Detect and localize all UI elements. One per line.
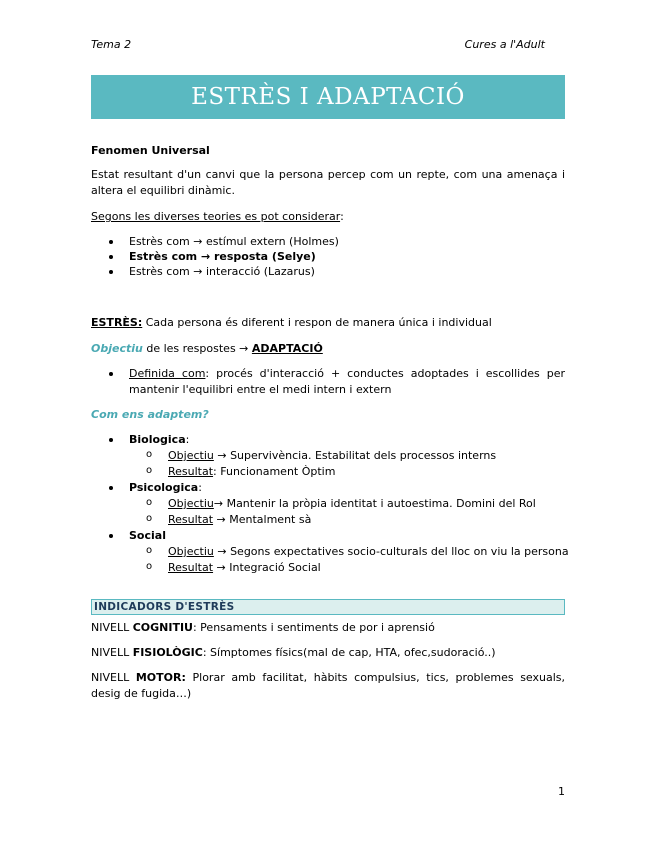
nivell-prefix: NIVELL: [91, 646, 133, 659]
sub-item: [168, 560, 321, 575]
title-banner: ESTRÈS I ADAPTACIÓ: [91, 75, 565, 119]
category-biologica: [129, 432, 565, 447]
sub-item-text: → Integració Social: [213, 561, 321, 574]
teories-intro-text: Segons les diverses teories es pot considerar: [91, 210, 341, 223]
teoria-item-selye: Estrès com → resposta (Selye): [129, 250, 316, 263]
header-right: Cures a l'Adult: [464, 38, 545, 51]
objectiu-target: ADAPTACIÓ: [251, 342, 323, 355]
sub-item: [168, 512, 311, 527]
estres-line: [91, 315, 565, 331]
indicadors-heading: INDICADORS D'ESTRÈS: [91, 599, 565, 615]
category-psicologica: [129, 480, 565, 495]
teories-intro-colon: :: [340, 210, 344, 223]
com-adaptem-heading: Com ens adaptem?: [91, 408, 209, 421]
definida-body: : procés d'interacció + conductes adoptades i escollides per mantenir l'equilibri entre el medi intern i extern: [129, 367, 565, 396]
teories-list: [91, 234, 565, 284]
nivell-prefix: NIVELL: [91, 671, 136, 684]
nivell-level: COGNITIU: [132, 621, 193, 634]
sub-item-label: Objectiu: [168, 449, 214, 462]
definition-paragraph: Estat resultant d'un canvi que la persona percep com un repte, com una amenaça i altera el equilibri dinàmic.: [91, 168, 565, 197]
document-page: [91, 0, 569, 848]
nivell-motor: [91, 670, 565, 702]
estres-text: Cada persona és diferent i respon de manera única i individual: [142, 316, 492, 329]
definida-label: Definida com: [129, 367, 206, 380]
objectiu-label: Objectiu: [91, 342, 143, 355]
estres-label: ESTRÈS:: [91, 316, 143, 329]
objectiu-text: de les respostes →: [142, 342, 252, 355]
fenomen-heading: Fenomen Universal: [91, 144, 210, 157]
nivell-text: Plorar amb facilitat, hàbits compulsius, tics, problemes sexuals, desig de fugida…): [91, 671, 566, 700]
category-colon: :: [185, 433, 190, 446]
categories-list: [91, 432, 569, 574]
teoria-item-lazarus: Estrès com → interacció (Lazarus): [129, 265, 315, 278]
teoria-item-holmes: Estrès com → estímul extern (Holmes): [129, 235, 339, 248]
sub-item-label: Objectiu: [168, 497, 214, 510]
sub-item-label: Resultat: [168, 465, 214, 478]
nivell-level: MOTOR:: [135, 671, 186, 684]
category-colon: :: [198, 481, 202, 494]
nivell-fisiologic: [91, 645, 565, 661]
nivell-prefix: NIVELL: [91, 621, 133, 634]
definida-block: [91, 366, 565, 400]
sub-item-label: Resultat: [168, 513, 214, 526]
sub-item-label: Resultat: [168, 561, 214, 574]
sub-item-text: → Segons expectatives socio-culturals del lloc on viu la persona: [213, 545, 569, 558]
sub-item: [168, 496, 536, 511]
category-name: Psicologica: [129, 481, 199, 494]
objectiu-line: [91, 341, 565, 357]
category-name: Biologica: [129, 433, 186, 446]
sub-item-text: → Supervivència. Estabilitat dels processos interns: [213, 449, 497, 462]
category-social: [129, 528, 565, 543]
sub-item-text: → Mantenir la pròpia identitat i autoestima. Domini del Rol: [213, 497, 536, 510]
sub-item: [168, 464, 335, 479]
page-number: 1: [558, 785, 565, 798]
category-name: Social: [129, 529, 166, 542]
nivell-text: : Símptomes físics(mal de cap, HTA, ofec,sudoració..): [202, 646, 496, 659]
nivell-level: FISIOLÒGIC: [132, 646, 203, 659]
sub-item: [168, 544, 569, 559]
nivell-text: : Pensaments i sentiments de por i aprensió: [192, 621, 435, 634]
sub-item-text: → Mentalment sà: [213, 513, 312, 526]
sub-item-text: : Funcionament Òptim: [213, 465, 336, 478]
header-left: Tema 2: [91, 38, 132, 51]
nivell-cognitiu: [91, 620, 565, 636]
teories-intro: [91, 209, 565, 225]
sub-item: [168, 448, 496, 463]
sub-item-label: Objectiu: [168, 545, 214, 558]
definida-text: [129, 366, 565, 398]
